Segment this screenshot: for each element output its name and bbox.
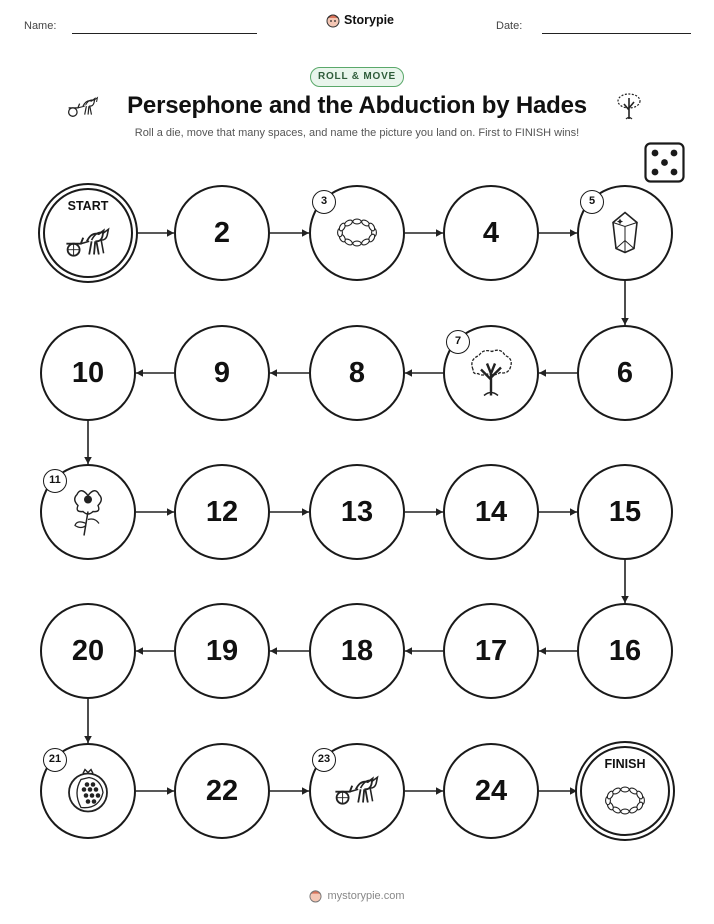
tree-icon <box>467 347 515 402</box>
path-arrow <box>539 787 577 795</box>
path-arrow <box>270 508 309 516</box>
page-title: Persephone and the Abduction by Hades <box>127 92 587 119</box>
path-arrow <box>405 508 443 516</box>
space-number: 6 <box>616 356 634 389</box>
path-arrow <box>539 369 577 377</box>
space-number: 20 <box>71 634 105 667</box>
date-label: Date: <box>496 20 523 32</box>
space-number: 9 <box>213 356 231 389</box>
path-arrow <box>136 647 174 655</box>
pomegranate-icon <box>65 767 111 818</box>
path-arrow <box>405 229 443 237</box>
path-arrow <box>539 229 577 237</box>
board-space <box>443 603 539 699</box>
activity-badge: ROLL & MOVE <box>310 67 404 87</box>
chariot-icon <box>64 226 112 263</box>
space-number: 15 <box>608 495 642 528</box>
path-arrow <box>270 229 309 237</box>
board-space <box>443 464 539 560</box>
laurel-wreath-icon <box>334 215 380 254</box>
space-number: 12 <box>205 495 239 528</box>
path-arrow <box>136 508 174 516</box>
board-space <box>577 464 673 560</box>
space-number: 13 <box>340 495 374 528</box>
path-arrow <box>405 369 443 377</box>
path-arrow <box>84 699 92 743</box>
path-arrow <box>539 508 577 516</box>
path-arrow <box>621 560 629 603</box>
path-arrow <box>84 421 92 464</box>
path-arrow <box>539 647 577 655</box>
board-space <box>40 325 136 421</box>
space-number: 4 <box>482 216 500 249</box>
board-space <box>309 464 405 560</box>
space-number-badge: 7 <box>446 330 470 354</box>
space-number: 24 <box>474 774 508 807</box>
board-space <box>577 603 673 699</box>
space-number-badge: 5 <box>580 190 604 214</box>
footer-url[interactable]: mystorypie.com <box>327 889 405 902</box>
board-space <box>174 464 270 560</box>
space-number: 22 <box>205 774 239 807</box>
chariot-icon <box>333 774 381 811</box>
finish-space <box>575 741 675 841</box>
path-arrow <box>621 281 629 325</box>
path-arrow <box>405 787 443 795</box>
instructions: Roll a die, move that many spaces, and name the picture you land on. First to FINISH wins! <box>134 127 580 139</box>
space-number: 19 <box>205 634 239 667</box>
space-number-badge: 21 <box>43 748 67 772</box>
space-number: 8 <box>348 356 366 389</box>
path-arrow <box>136 229 174 237</box>
board-space <box>40 603 136 699</box>
path-arrow <box>270 787 309 795</box>
board-space <box>577 325 673 421</box>
start-label: START <box>67 199 109 213</box>
space-number: 14 <box>474 495 508 528</box>
footer <box>0 888 714 903</box>
board-space <box>309 325 405 421</box>
board-space <box>174 185 270 281</box>
board-space <box>443 743 539 839</box>
space-number: 18 <box>340 634 374 667</box>
board-space <box>174 603 270 699</box>
brand-name: Storypie <box>344 13 395 27</box>
space-number: 10 <box>71 356 105 389</box>
board-space <box>174 743 270 839</box>
pie-mascot-icon <box>309 888 322 903</box>
board-space <box>174 325 270 421</box>
flower-icon <box>69 485 107 542</box>
path-arrow <box>270 369 309 377</box>
path-arrow <box>405 647 443 655</box>
path-arrow <box>270 647 309 655</box>
path-arrow <box>136 787 174 795</box>
space-number: 17 <box>474 634 508 667</box>
name-label: Name: <box>24 20 57 32</box>
laurel-wreath-icon <box>602 783 648 822</box>
space-number-badge: 23 <box>312 748 336 772</box>
space-number: 2 <box>213 216 231 249</box>
start-space <box>38 183 138 283</box>
board-space <box>309 603 405 699</box>
finish-label: FINISH <box>604 757 646 771</box>
space-number: 16 <box>608 634 642 667</box>
crystal-icon <box>610 210 640 259</box>
path-arrow <box>136 369 174 377</box>
space-number-badge: 11 <box>43 469 67 493</box>
space-number-badge: 3 <box>312 190 336 214</box>
board-space <box>443 185 539 281</box>
